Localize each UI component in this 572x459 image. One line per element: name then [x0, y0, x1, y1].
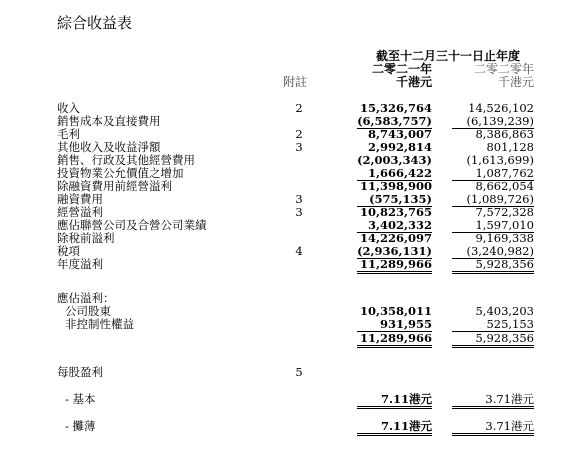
prior-year-header: 二零二零年: [473, 62, 534, 76]
row-current-value: (575,135): [357, 193, 432, 207]
row-prior-value: 5,928,356: [452, 258, 534, 274]
row-label: 其他收入及收益淨額: [57, 140, 161, 154]
row-current-value: 7.11港元: [357, 420, 432, 436]
row-current-value: 11,398,900: [359, 179, 432, 193]
table-row: [0, 393, 572, 406]
row-note: 4: [295, 244, 303, 258]
row-current-value: 14,226,097: [359, 231, 432, 245]
row-current-value: 8,743,007: [367, 127, 432, 141]
row-current-value: 3,402,332: [357, 219, 432, 233]
row-current-value: (6,583,757): [357, 114, 432, 128]
row-prior-value: (1,089,726): [452, 193, 534, 207]
row-current-value: 7.11港元: [357, 393, 432, 409]
row-label: 經營溢利: [57, 205, 103, 219]
row-current-value: (2,936,131): [357, 244, 432, 258]
table-row: [0, 332, 572, 345]
row-prior-value: 1,597,010: [452, 219, 534, 233]
row-note: 3: [295, 140, 303, 154]
table-row: [0, 318, 572, 331]
row-current-value: 15,326,764: [359, 101, 432, 115]
period-header: 截至十二月三十一日止年度: [375, 49, 520, 63]
row-current-value: 11,289,966: [357, 258, 432, 274]
row-prior-value: 5,403,203: [475, 304, 534, 318]
row-current-value: (2,003,343): [357, 153, 432, 167]
eps-heading: 每股盈利: [57, 365, 103, 379]
row-label: 公司股東: [65, 304, 111, 318]
row-prior-value: 525,153: [452, 318, 534, 332]
table-row: [0, 258, 572, 271]
prior-unit-header: 千港元: [497, 75, 534, 89]
row-prior-value: 5,928,356: [452, 332, 534, 348]
row-label: 銷售成本及直接費用: [57, 114, 161, 128]
table-row: [0, 420, 572, 433]
row-current-value: 11,289,966: [357, 332, 432, 348]
row-prior-value: (6,139,239): [452, 115, 534, 129]
row-label: - 基本: [65, 392, 96, 406]
row-label: 非控制性權益: [65, 317, 134, 331]
row-label: 稅項: [57, 244, 80, 258]
row-prior-value: 7,572,328: [475, 205, 534, 219]
row-prior-value: 3.71港元: [452, 393, 534, 409]
statement-title: 綜合收益表: [57, 14, 133, 32]
row-label: 收入: [57, 101, 80, 115]
row-prior-value: 3.71港元: [452, 420, 534, 436]
row-label: - 攤薄: [65, 419, 96, 433]
row-prior-value: (1,613,699): [466, 153, 534, 167]
row-prior-value: 14,526,102: [468, 101, 534, 115]
row-current-value: 2,992,814: [367, 140, 432, 154]
row-prior-value: 801,128: [486, 140, 534, 154]
row-current-value: 931,955: [357, 318, 432, 332]
row-prior-value: (3,240,982): [452, 245, 534, 259]
row-label: 銷售、行政及其他經營費用: [57, 153, 195, 167]
row-label: 除融資費用前經營溢利: [57, 179, 172, 193]
row-prior-value: 1,087,762: [452, 167, 534, 181]
row-label: 應佔聯營公司及合營公司業績: [57, 218, 207, 232]
row-current-value: 10,823,765: [359, 205, 432, 219]
row-note: 2: [295, 101, 303, 115]
row-note: 3: [295, 192, 303, 206]
row-note: 2: [295, 127, 303, 141]
row-prior-value: 8,386,863: [475, 127, 534, 141]
row-note: 3: [295, 205, 303, 219]
row-label: 融資費用: [57, 192, 103, 206]
row-label: 投資物業公允價值之增加: [57, 166, 184, 180]
note-column-header: 附註: [283, 75, 308, 89]
row-label: 除稅前溢利: [57, 231, 115, 245]
row-prior-value: 9,169,338: [475, 231, 534, 245]
row-note: 5: [295, 365, 303, 379]
row-current-value: 1,666,422: [357, 167, 432, 181]
current-unit-header: 千港元: [395, 75, 432, 89]
row-label: 毛利: [57, 127, 80, 141]
row-prior-value: 8,662,054: [475, 179, 534, 193]
current-year-header: 二零二一年: [371, 62, 432, 76]
row-current-value: 10,358,011: [359, 304, 432, 318]
row-label: 年度溢利: [57, 257, 103, 271]
eps-heading-row: [0, 366, 572, 379]
attributable-heading: 應佔溢利：: [57, 291, 115, 305]
